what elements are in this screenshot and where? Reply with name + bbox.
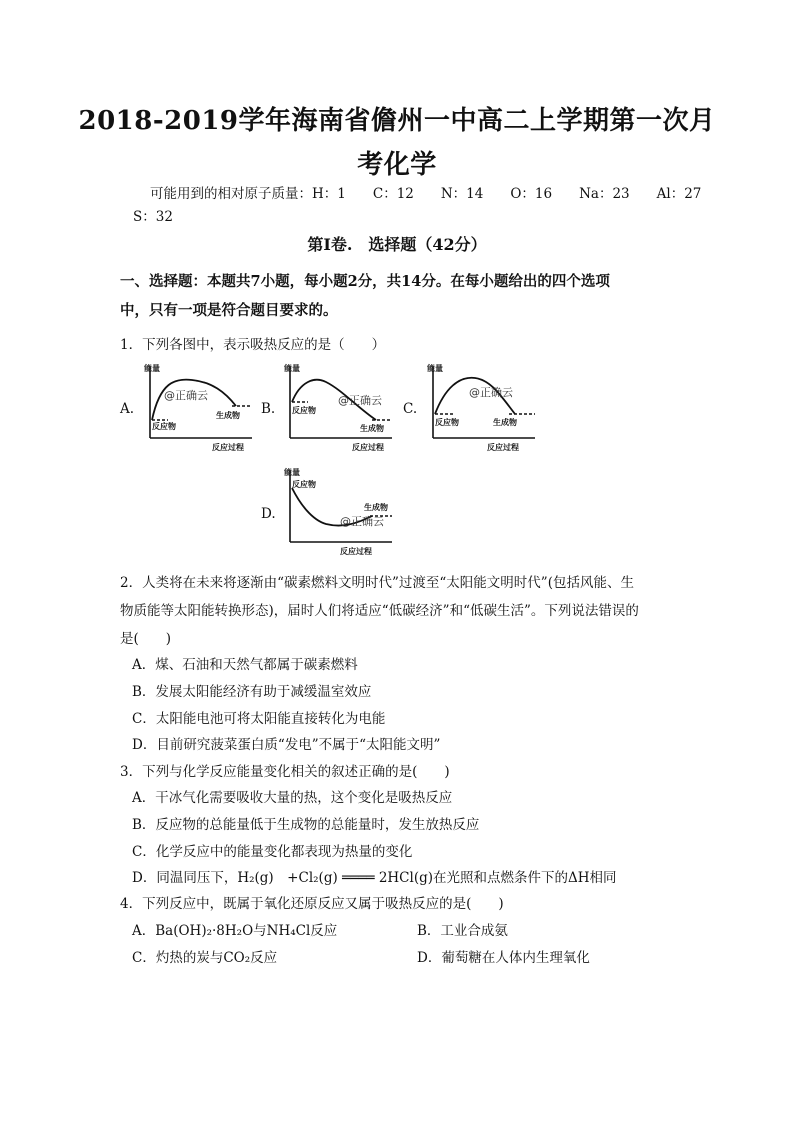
graph-c-watermark: @正确云 [469, 386, 513, 399]
graph-a-reactant: 反应物 [152, 422, 176, 431]
graph-d-reactant: 反应物 [292, 480, 316, 489]
q3-option-b: B．反应物的总能量低于生成物的总能量时，发生放热反应 [132, 817, 480, 833]
q1-option-c-letter: C. [403, 401, 418, 417]
q4-option-a: A．Ba(OH)₂·8H₂O与NH₄Cl反应 [132, 923, 338, 939]
q1-option-d-letter: D. [261, 506, 276, 522]
atomic-masses-line1: 可能用到的相对原子质量：H：1 C：12 N：14 O：16 Na：23 Al：27 [150, 186, 702, 202]
q2-option-b: B．发展太阳能经济有助于减缓温室效应 [132, 684, 372, 700]
graph-d-y-label: 能量 [284, 468, 300, 477]
q1-graph-b [280, 362, 400, 458]
graph-b-product: 生成物 [360, 424, 384, 433]
atomic-masses-line2: S：32 [133, 209, 173, 225]
q4-option-d: D．葡萄糖在人体内生理氧化 [417, 950, 590, 966]
q1-option-b-letter: B. [261, 401, 276, 417]
q1-option-a-letter: A. [120, 401, 135, 417]
instructions-line2: 中，只有一项是符合题目要求的。 [120, 302, 338, 319]
q3-stem: 3．下列与化学反应能量变化相关的叙述正确的是( ) [120, 764, 450, 780]
graph-c-product: 生成物 [493, 418, 517, 427]
graph-d-x-label: 反应过程 [340, 547, 372, 556]
graph-c-reactant: 反应物 [435, 418, 459, 427]
instructions-line1: 一、选择题：本题共7小题，每小题2分，共14分。在每小题给出的四个选项 [120, 273, 610, 290]
graph-d-watermark: @正确云 [340, 515, 384, 528]
q1-stem: 1．下列各图中，表示吸热反应的是（ ） [120, 337, 386, 353]
q3-option-a: A．干冰气化需要吸收大量的热，这个变化是吸热反应 [132, 790, 453, 806]
graph-b-x-label: 反应过程 [352, 443, 384, 452]
exam-title-line2: 考化学 [357, 150, 437, 180]
q2-option-a: A．煤、石油和天然气都属于碳素燃料 [132, 657, 358, 673]
q1-graph-a [140, 362, 260, 458]
graph-d-product: 生成物 [364, 503, 388, 512]
graph-a-x-label: 反应过程 [212, 443, 244, 452]
q2-option-d: D．目前研究菠菜蛋白质“发电”不属于“太阳能文明” [132, 737, 441, 753]
q1-graph-d [280, 466, 400, 562]
graph-a-watermark: @正确云 [164, 389, 208, 402]
q2-stem-line1: 2．人类将在未来将逐渐由“碳素燃料文明时代”过渡至“太阳能文明时代”(包括风能、生 [120, 575, 634, 591]
q4-stem: 4．下列反应中，既属于氧化还原反应又属于吸热反应的是( ) [120, 896, 504, 912]
q3-option-c: C．化学反应中的能量变化都表现为热量的变化 [132, 844, 413, 860]
q4-option-c: C．灼热的炭与CO₂反应 [132, 950, 278, 966]
q3-option-d: D．同温同压下，H₂(g) +Cl₂(g) ════ 2HCl(g)在光照和点燃条件下的ΔH相同 [132, 870, 617, 886]
q2-option-c: C．太阳能电池可将太阳能直接转化为电能 [132, 711, 386, 727]
graph-b-y-label: 能量 [284, 364, 300, 373]
q4-option-b: B．工业合成氨 [417, 923, 508, 939]
exam-title-line1: 2018-2019学年海南省儋州一中高二上学期第一次月 [78, 106, 716, 136]
q1-graph-c [423, 362, 543, 458]
graph-b-reactant: 反应物 [292, 406, 316, 415]
graph-b-watermark: @正确云 [338, 394, 382, 407]
graph-a-product: 生成物 [216, 411, 240, 420]
graph-c-x-label: 反应过程 [487, 443, 519, 452]
section-title: 第Ⅰ卷. 选择题（42分） [307, 235, 487, 254]
q2-stem-line3: 是( ) [120, 631, 172, 647]
graph-c-y-label: 能量 [427, 364, 443, 373]
graph-a-y-label: 能量 [144, 364, 160, 373]
q2-stem-line2: 物质能等太阳能转换形态)，届时人们将适应“低碳经济”和“低碳生活”。下列说法错误的 [120, 603, 639, 619]
